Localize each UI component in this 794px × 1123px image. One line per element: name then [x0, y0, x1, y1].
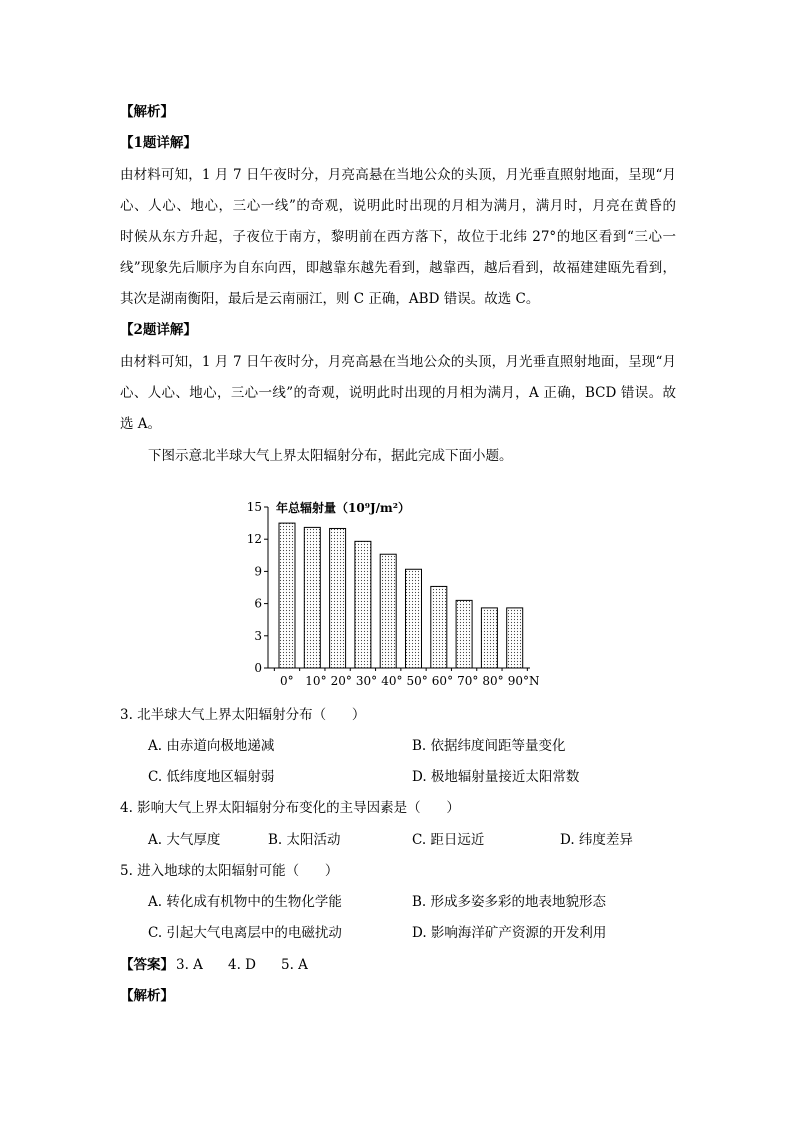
bar-lat-80 — [481, 608, 497, 668]
question-5-option-b: B. 形成多姿多彩的地表地貌形态 — [412, 894, 607, 910]
y-tick-label: 9 — [254, 564, 262, 579]
bar-lat-10 — [304, 527, 320, 668]
question-4-stem: 4. 影响大气上界太阳辐射分布变化的主导因素是（ ） — [120, 800, 460, 816]
q1-detail-line: 时候从东方升起，子夜位于南方，黎明前在西方落下，故位于北纬 27°的地区看到“三心一 — [120, 229, 676, 245]
question-5-stem: 5. 进入地球的太阳辐射可能（ ） — [120, 863, 339, 879]
x-tick-label: 20° — [330, 674, 352, 688]
q2-detail-line: 选 A。 — [120, 416, 162, 432]
question-3-stem: 3. 北半球大气上界太阳辐射分布（ ） — [120, 707, 366, 723]
y-tick-label: 0 — [254, 661, 262, 675]
question-3-option-d: D. 极地辐射量接近太阳常数 — [412, 769, 580, 785]
q2-detail-line: 由材料可知，1 月 7 日午夜时分，月亮高悬在当地公众的头顶，月光垂直照射地面，呈现“月 — [120, 354, 676, 370]
q2-detail-line: 心、人心、地心，三心一线”的奇观，说明此时出现的月相为满月，A 正确，BCD 错误。故 — [120, 385, 676, 401]
bar-lat-0 — [279, 523, 295, 668]
radiation-bar-chart — [240, 495, 550, 695]
question-3-option-a: A. 由赤道向极地递减 — [148, 738, 275, 754]
analysis-heading-2: 【解析】 — [120, 988, 174, 1004]
bar-lat-60 — [431, 586, 447, 668]
answer-item: 5. A — [281, 957, 308, 973]
bar-lat-70 — [456, 600, 472, 668]
question-4-option-a: A. 大气厚度 — [148, 832, 221, 848]
answer-item: 4. D — [228, 957, 256, 973]
question-4-option-b: B. 太阳活动 — [268, 832, 341, 848]
q1-detail-line: 其次是湖南衡阳，最后是云南丽江，则 C 正确，ABD 错误。故选 C。 — [120, 291, 540, 307]
y-tick-label: 12 — [246, 532, 262, 547]
x-tick-label: 50° — [406, 674, 428, 688]
question-3-option-c: C. 低纬度地区辐射弱 — [148, 769, 275, 785]
y-tick-label: 3 — [254, 628, 262, 643]
bar-lat-90 — [507, 608, 523, 668]
question-5-option-c: C. 引起大气电离层中的电磁扰动 — [148, 925, 342, 941]
question-3-option-b: B. 依据纬度间距等量变化 — [412, 738, 566, 754]
x-tick-label: 60° — [431, 674, 454, 688]
q1-detail-line: 由材料可知，1 月 7 日午夜时分，月亮高悬在当地公众的头顶，月光垂直照射地面，呈现“月 — [120, 167, 676, 183]
analysis-heading: 【解析】 — [120, 104, 174, 120]
q1-detail-heading: 【1题详解】 — [120, 135, 197, 151]
x-tick-label: 90°N — [507, 674, 540, 688]
answer-label: 【答案】 — [120, 957, 174, 973]
chart-marks — [247, 500, 540, 688]
y-axis-label: 年总辐射量（10⁹J/m²） — [276, 501, 410, 515]
question-4-option-d: D. 纬度差异 — [560, 832, 633, 848]
figure-intro: 下图示意北半球大气上界太阳辐射分布，据此完成下面小题。 — [148, 448, 513, 464]
y-tick-label: 15 — [246, 500, 262, 514]
question-5-option-d: D. 影响海洋矿产资源的开发利用 — [412, 925, 607, 941]
x-tick-label: 0° — [280, 674, 294, 688]
q1-detail-line: 线”现象先后顺序为自东向西，即越靠东越先看到，越靠西，越后看到，故福建建瓯先看到， — [120, 260, 676, 276]
q1-detail-line: 心、人心、地心，三心一线”的奇观，说明此时出现的月相为满月，满月时，月亮在黄昏的 — [120, 198, 676, 214]
question-5-option-a: A. 转化成有机物中的生物化学能 — [148, 894, 342, 910]
q2-detail-heading: 【2题详解】 — [120, 322, 197, 338]
x-tick-label: 40° — [381, 674, 403, 688]
x-tick-label: 70° — [457, 674, 479, 688]
x-tick-label: 80° — [482, 674, 504, 688]
bar-lat-50 — [406, 569, 422, 668]
bar-lat-20 — [330, 528, 346, 668]
x-tick-label: 30° — [355, 674, 378, 688]
question-4-option-c: C. 距日远近 — [412, 832, 485, 848]
bar-lat-30 — [355, 541, 371, 668]
y-tick-label: 6 — [254, 596, 262, 611]
x-tick-label: 10° — [305, 674, 327, 688]
answer-item: 3. A — [176, 957, 203, 973]
bar-lat-40 — [380, 554, 396, 668]
